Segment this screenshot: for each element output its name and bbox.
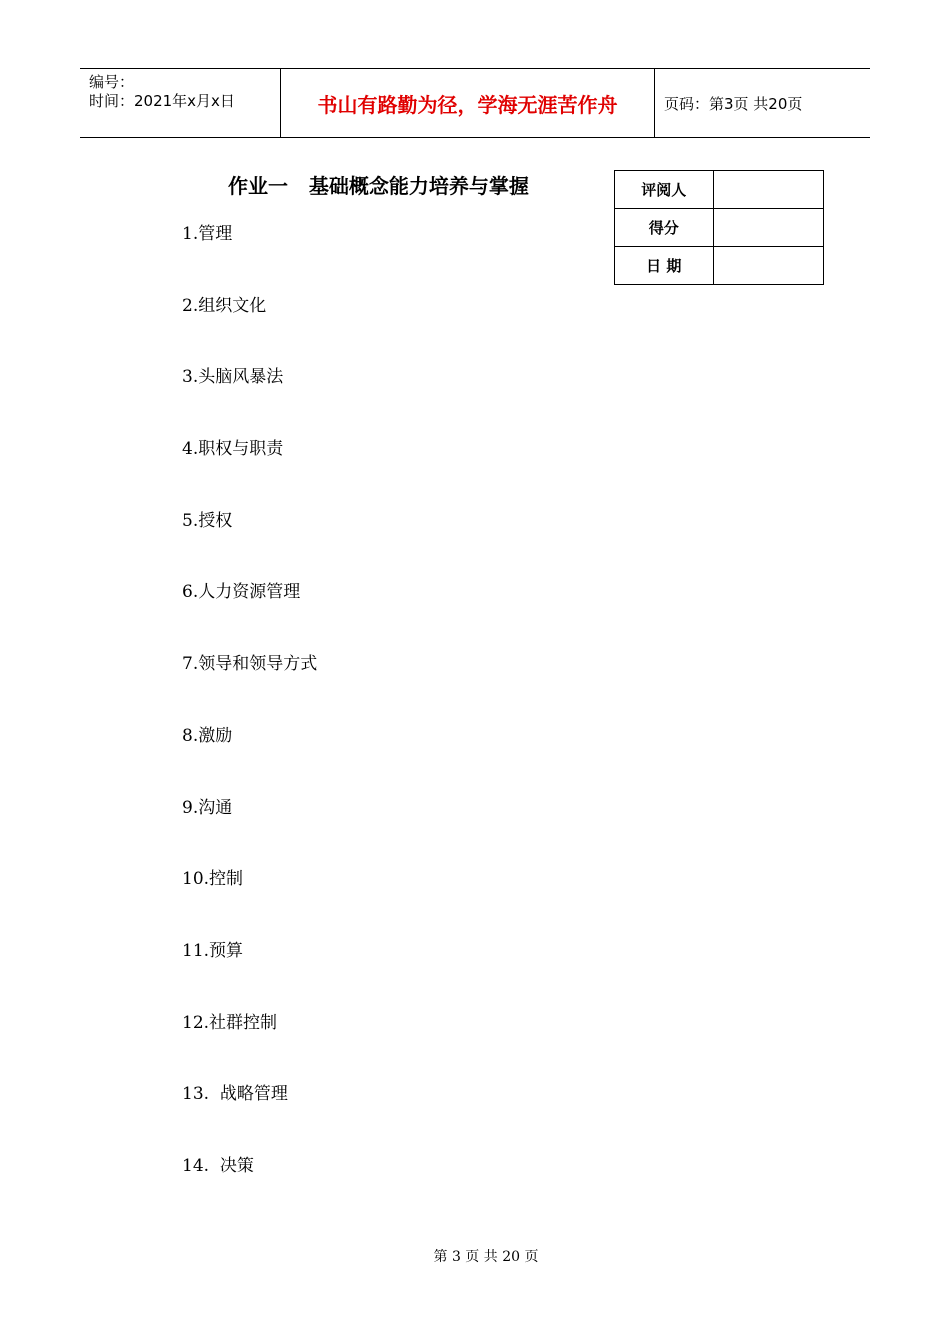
review-row-date — [615, 247, 824, 285]
date-label: 日 期 — [615, 247, 714, 285]
concept-list — [182, 222, 317, 1226]
score-value — [713, 209, 823, 247]
list-item: 10.控制 — [182, 869, 244, 890]
list-item: 4.职权与职责 — [182, 439, 284, 460]
list-item: 3.头脑风暴法 — [182, 367, 284, 388]
score-label: 得分 — [615, 209, 714, 247]
assignment-title: 作业一 基础概念能力培养与掌握 — [228, 174, 529, 198]
list-item: 8.激励 — [182, 725, 233, 746]
list-item: 13. 战略管理 — [182, 1084, 288, 1105]
time-label: 时间：2021年x月x日 — [89, 92, 235, 110]
review-table — [614, 170, 824, 285]
list-item: 14. 决策 — [182, 1155, 254, 1176]
page-header — [80, 68, 870, 138]
list-item: 9.沟通 — [182, 797, 233, 818]
list-item: 2.组织文化 — [182, 295, 267, 316]
review-row-score — [615, 209, 824, 247]
reviewer-value — [713, 171, 823, 209]
review-row-reviewer — [615, 171, 824, 209]
number-label: 编号： — [89, 73, 135, 91]
list-item: 7.领导和领导方式 — [182, 654, 318, 675]
list-item: 5.授权 — [182, 510, 233, 531]
page-footer: 第 3 页 共 20 页 — [433, 1249, 539, 1265]
list-item: 6.人力资源管理 — [182, 582, 301, 603]
list-item: 11.预算 — [182, 940, 244, 961]
header-meta — [80, 69, 281, 137]
date-value — [713, 247, 823, 285]
list-item: 12.社群控制 — [182, 1012, 278, 1033]
header-motto: 书山有路勤为径，学海无涯苦作舟 — [281, 69, 655, 137]
header-page-code: 页码：第3页 共20页 — [664, 94, 803, 113]
list-item: 1.管理 — [182, 224, 233, 244]
reviewer-label: 评阅人 — [615, 171, 714, 209]
